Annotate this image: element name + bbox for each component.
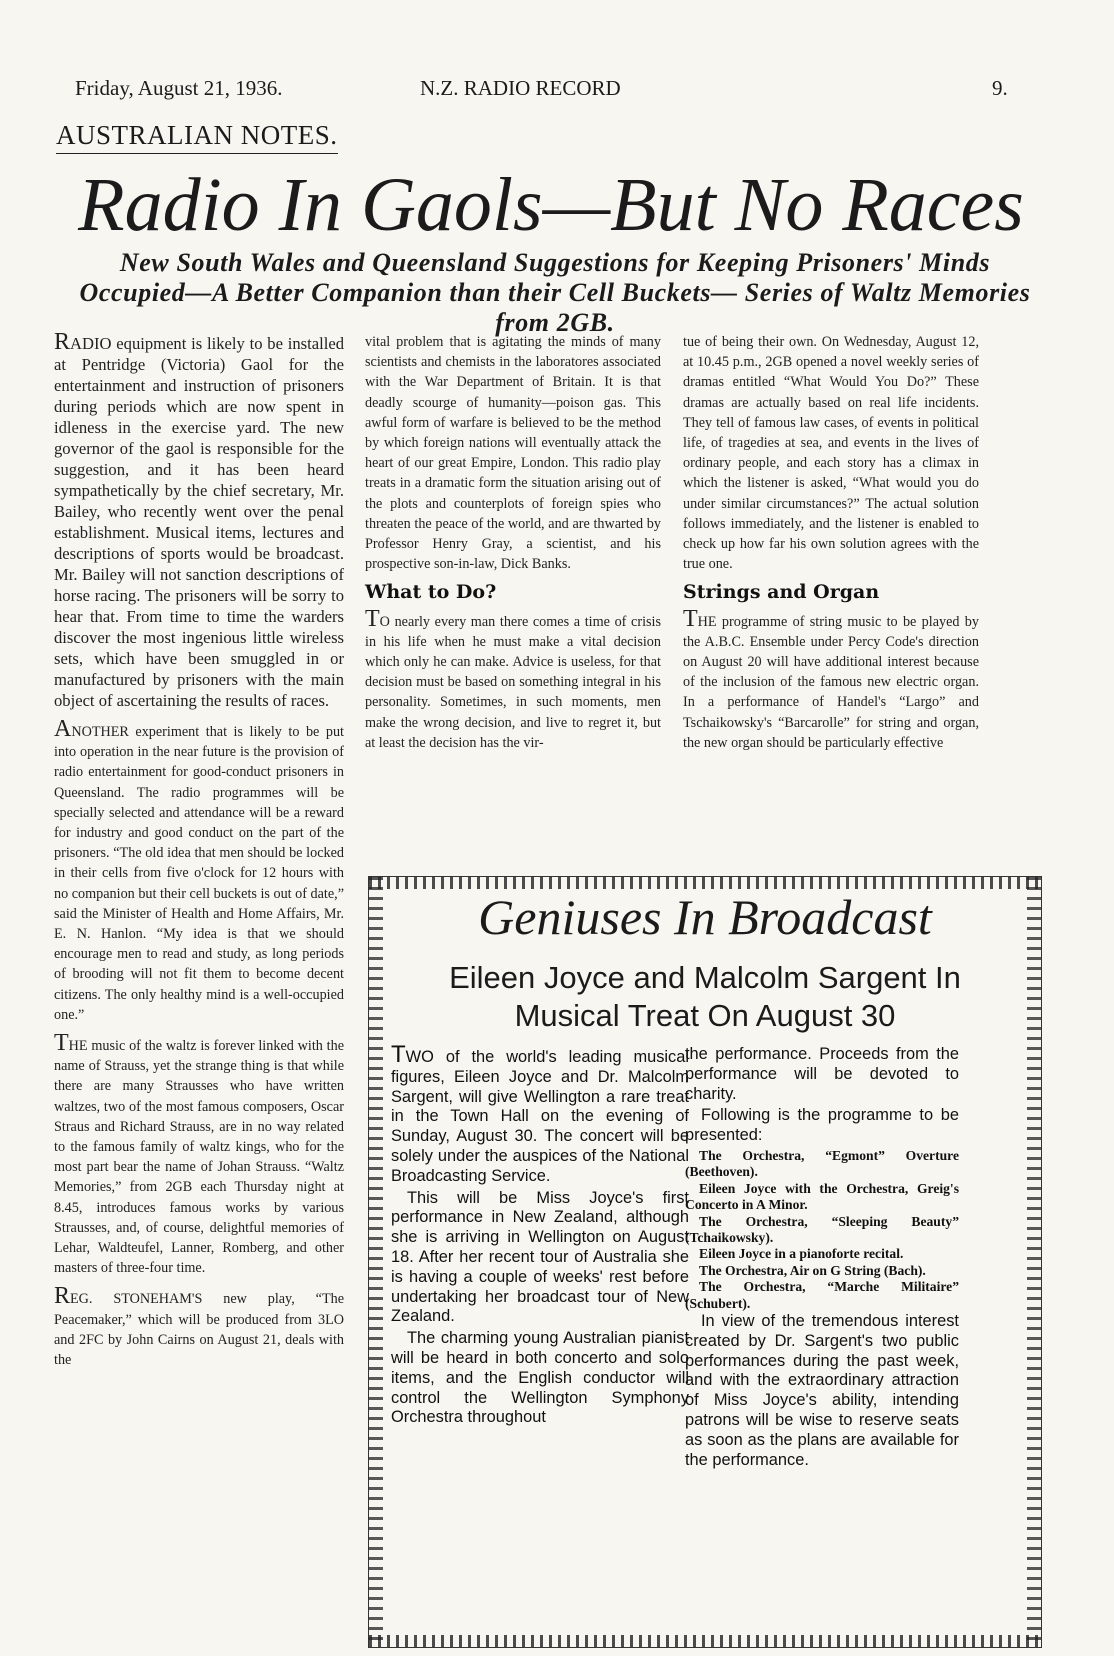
boxed-feature: [368, 876, 1042, 1648]
subheading-strings-and-organ: Strings and Organ: [683, 581, 880, 604]
article-paragraph: THE programme of string music to be played by the A.B.C. Ensemble under Percy Code's direction on August 20 will have additional interest because of the inclusion of the famous new electric organ. In a performance of Handel's “Largo” and Tschaikowsky's “Barcarolle” for string and organ, the new organ should be particularly effective: [683, 605, 979, 751]
article-paragraph: REG. STONEHAM'S new play, “The Peacemaker,” which will be produced from 3LO and 2FC by John Cairns on August 21, deals with the: [54, 1283, 344, 1369]
programme-item: The Orchestra, “Egmont” Overture (Beethoven).: [685, 1147, 959, 1180]
box-subtitle: [369, 959, 1041, 1035]
box-paragraph: TWO of the world's leading musical figures, Eileen Joyce and Dr. Malcolm Sargent, will give Wellington a rare treat in the Town Hall on the evening of Sunday, August 30. The concert will be solely under the auspices of the National Broadcasting Service.: [391, 1041, 689, 1185]
programme-item: The Orchestra, Air on G String (Bach).: [699, 1262, 926, 1278]
programme-item: The Orchestra, “Marche Militaire” (Schubert).: [685, 1279, 959, 1311]
article-column-2: [365, 332, 661, 761]
box-subtitle-line: Eileen Joyce and Malcolm Sargent In: [449, 960, 961, 995]
header-page-number: 9.: [992, 76, 1008, 100]
section-heading: AUSTRALIAN NOTES.: [56, 120, 338, 154]
box-paragraph: Following is the programme to be presented:: [685, 1106, 959, 1145]
header-publication: N.Z. RADIO RECORD: [420, 76, 621, 100]
article-paragraph: ANOTHER experiment that is likely to be put into operation in the near future is the provision of radio entertainment for good-conduct prisoners in Queensland. The radio programmes will be specially selected and attendance will be a reward for industry and good conduct on the part of the prisoners. “The old idea that men should be locked in their cells from five o'clock for 12 hours with no companion but their cell buckets is out of date,” said the Minister of Health and Home Affairs, Mr. E. N. Hanlon. “My idea is that we should encourage men to read and study, as long periods of brooding will not fit them to become decent citizens. The only healthy mind is a well-occupied one.”: [54, 716, 344, 1023]
box-column-right: [685, 1045, 959, 1472]
box-paragraph: In view of the tremendous interest created by Dr. Sargent's two public performances during the past week, and with the extraordinary attraction of Miss Joyce's ability, intending patrons will be wise to reserve seats as soon as the plans are available for the performance.: [685, 1312, 959, 1469]
header-date: Friday, August 21, 1936.: [75, 76, 283, 100]
ornamental-border: [369, 1635, 1041, 1647]
box-column-left: [391, 1041, 689, 1430]
programme-item: Eileen Joyce with the Orchestra, Greig's Concerto in A Minor.: [685, 1180, 959, 1213]
box-paragraph: the performance. Proceeds from the performance will be devoted to charity.: [685, 1045, 959, 1103]
article-paragraph: TO nearly every man there comes a time of crisis in his life when he must make a vital decision which only he can make. Advice is useless, for that decision must be based on something integral in his personality. Sometimes, in such moments, men make the wrong decision, and live to regret it, but at least the decision has the vir-: [365, 605, 661, 751]
programme-list: [685, 1148, 959, 1312]
headline: Radio In Gaols—But No Races: [78, 163, 1024, 247]
box-subtitle-line: Musical Treat On August 30: [514, 998, 896, 1033]
subheadline: New South Wales and Queensland Suggestions for Keeping Prisoners' Minds Occupied—A Better Companion than their Cell Buckets— Series of Waltz Memories from 2GB.: [79, 248, 1031, 337]
article-paragraph: vital problem that is agitating the minds of many scientists and chemists in the laboratores associated with the War Department of Britain. It is that deadly scourge of humanity—poison gas. This awful form of warfare is believed to be the method by which foreign nations will eventually attack the heart of our great Empire, London. This radio play treats in a dramatic form the situation arising out of the plots and counterplots of foreign spies who threaten the peace of the world, and are thwarted by Professor Henry Gray, a scientist, and his prospective son-in-law, Dick Banks.: [365, 334, 661, 573]
article-column-1: [54, 329, 344, 1378]
article-paragraph: RADIO equipment is likely to be installed at Pentridge (Victoria) Gaol for the entertainment and instruction of prisoners during periods which are now spent in idleness in the exercise yard. The new governor of the gaol is responsible for the suggestion, and it has been heard sympathetically by the chief secretary, Mr. Bailey, who recently went over the penal establishment. Musical items, lectures and descriptions of sports would be broadcast. Mr. Bailey will not sanction descriptions of horse racing. The prisoners will be sorry to hear that. From time to time the warders discover the most ingenious little wireless sets, which have been smuggled in or manufactured by prisoners with the main object of ascertaining the results of races.: [54, 329, 344, 710]
box-paragraph: This will be Miss Joyce's first performance in New Zealand, although she is arriving in Wellington on August 18. After her recent tour of Australia she is having a couple of weeks' rest before undertaking her broadcast tour of New Zealand.: [391, 1188, 689, 1326]
programme-item: The Orchestra, “Sleeping Beauty” (Tchaikowsky).: [685, 1213, 959, 1246]
article-paragraph: tue of being their own. On Wednesday, August 12, at 10.45 p.m., 2GB opened a novel weekly series of dramas entitled “What Would You Do?” These dramas are actually based on real life incidents. They tell of famous law cases, of events in political life, of tragedies at sea, and events in the lives of ordinary people, and each story has a climax in which the listener is asked, “What would you do under similar circumstances?” The actual solution follows immediately, and the listener is enabled to check up how far his own solution agrees with the true one.: [683, 334, 979, 573]
box-title: Geniuses In Broadcast: [478, 889, 932, 945]
box-paragraph: The charming young Australian pianist will be heard in both concerto and solo items, and the English conductor will control the Wellington Symphony Orchestra throughout: [391, 1329, 689, 1427]
subheading-what-to-do: What to Do?: [365, 581, 497, 604]
programme-item: Eileen Joyce in a pianoforte recital.: [699, 1246, 904, 1262]
article-paragraph: THE music of the waltz is forever linked with the name of Strauss, yet the strange thing is that while there are many Strausses who have written waltzes, two of the most famous composers, Oscar Straus and Richard Strauss, are in no way related to the famous family of waltz kings, who for the most part bear the name of Johan Strauss. “Waltz Memories,” from 2GB each Thursday night at 8.45, introduces famous works by various Strausses, and, of course, delightful memories of Lehar, Waldteufel, Lanner, Romberg, and other masters of three-four time.: [54, 1030, 344, 1277]
article-column-3: [683, 332, 979, 761]
